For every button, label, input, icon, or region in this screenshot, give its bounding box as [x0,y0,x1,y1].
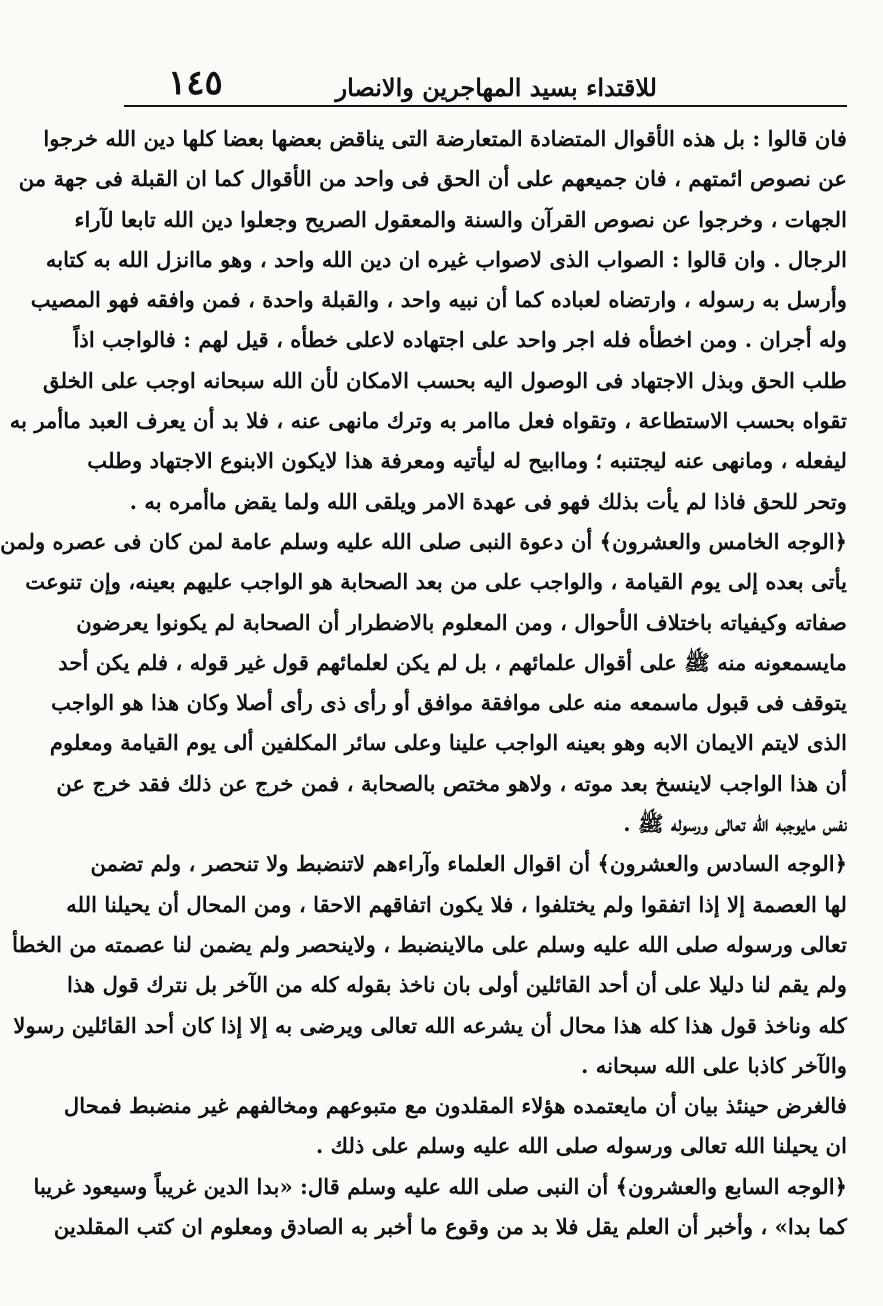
text-line: كما بدا» ، وأخبر أن العلم يقل فلا بد من وقوع ما أخبر به الصادق ومعلوم ان كتب المقلدين [53,1214,847,1240]
body-text [0,119,847,1247]
text-line: وأرسل به رسوله ، وارتضاه لعباده كما أن نبيه واحد ، والقبلة واحدة ، فمن وافقه فهو المصيب [30,287,847,313]
text-line: الذى لايتم الايمان الابه وهو بعينه الواجب علينا وعلى سائر المكلفين ألى يوم القيامة ومعلوم [49,730,847,756]
text-line: فالغرض حينئذ بيان أن مايعتمده هؤلاء المقلدون مع متبوعهم ومخالفهم غير منضبط فمحال [63,1093,847,1119]
text-line: طلب الحق وبذل الاجتهاد فى الوصول اليه بحسب الامكان لأن الله سبحانه اوجب على الخلق [43,367,847,393]
text-line: ﴿الوجه الخامس والعشرون﴾ أن دعوة النبى صلى الله عليه وسلم عامة لمن كان فى عصره ولمن [0,528,847,554]
text-line: كله وناخذ قول هذا كله هذا محال أن يشرعه الله تعالى ويرضى به إلا إذا كان أحد القائلين رسولا [13,1012,847,1038]
text-line: وتحر للحق فاذا لم يأت بذلك فهو فى عهدة الامر ويلقى الله ولما يقض ماأمره به . [129,488,847,514]
text-line: ولم يقم لنا دليلا على أن أحد القائلين أولى بان ناخذ بقوله كله من الآخر بل نترك قول هذا [67,972,847,998]
text-line: الجهات ، وخرجوا عن نصوص القرآن والسنة والمعقول الصريح وجعلوا دين الله تابعا لآراء [74,206,847,232]
page-number: ١٤٥ [168,63,223,103]
page-header [124,54,847,103]
text-line: يتوقف فى قبول ماسمعه منه على موافقة موافق أو رأى ذى رأى أصلا وكان هذا هو الواجب [51,690,847,716]
text-line: ﴿الوجه السابع والعشرون﴾ أن النبى صلى الله عليه وسلم قال: «بدا الدين غريباً وسيعود غريبا [33,1173,847,1199]
text-line: تعالى ورسوله صلى الله عليه وسلم على مالاينضبط ، ولاينحصر ولم يضمن لنا عصمته من الخطأ [12,931,847,957]
text-line: فان قالوا : بل هذه الأقوال المتضادة المتعارضة التى يناقض بعضها بعضا كلها دين الله خرجوا [43,126,847,151]
text-line: تقواه بحسب الاستطاعة ، وتقواه فعل ماامر به وترك مانهى عنه ، فلا بد أن يعرف العبد ماأمر به [9,408,847,434]
text-line: لها العصمة إلا إذا اتفقوا ولم يختلفوا ، فلا يكون اتفاقهم الاحقا ، ومن المحال أن يحيلنا الله [66,891,847,917]
text-line: وله أجران . ومن اخطأه فله اجر واحد على اجتهاده لاعلى خطأه ، قيل لهم : فالواجب اذاً [73,327,847,353]
text-line: نفس مايوجبه الله تعالى ورسوله ﷺ . [623,811,847,837]
text-line: ان يحيلنا الله تعالى ورسوله صلى الله عليه وسلم على ذلك . [315,1133,847,1159]
text-line: والآخر كاذبا على الله سبحانه . [581,1052,847,1078]
text-line: أن هذا الواجب لاينسخ بعد موته ، ولاهو مختص بالصحابة ، فمن خرج عن ذلك فقد خرج عن [56,770,847,796]
text-line: مايسمعونه منه ﷺ على أقوال علمائهم ، بل لم يكن لعلمائهم قول غير قوله ، فلم يكن أحد [58,649,847,675]
text-line: يأتى بعده إلى يوم القيامة ، والواجب على من بعد الصحابة هو الواجب عليهم بعينه، وإن تنوعت [25,569,847,595]
running-title: للاقتداء بسيد المهاجرين والانصار [335,73,657,102]
text-line: ليفعله ، ومانهى عنه ليجتنبه ؛ وماابيح له ليأتيه ومعرفة هذا لايكون الابنوع الاجتهاد وطلب [87,448,847,474]
text-line: ﴿الوجه السادس والعشرون﴾ أن اقوال العلماء وآراءهم لاتنضبط ولا تنحصر ، ولم تضمن [90,851,847,877]
text-line: عن نصوص ائمتهم ، فان جميعهم على أن الحق فى واحد من الأقوال كما ان القبلة فى جهة من [18,166,847,192]
header-rule [124,105,847,107]
text-line: الرجال . وان قالوا : الصواب الذى لاصواب غيره ان دين الله واحد ، وهو ماانزل الله به كتابه [45,246,847,272]
text-line: صفاته وكيفياته باختلاف الأحوال ، ومن المعلوم بالاضطرار أن الصحابة لم يكونوا يعرضون [76,609,847,635]
